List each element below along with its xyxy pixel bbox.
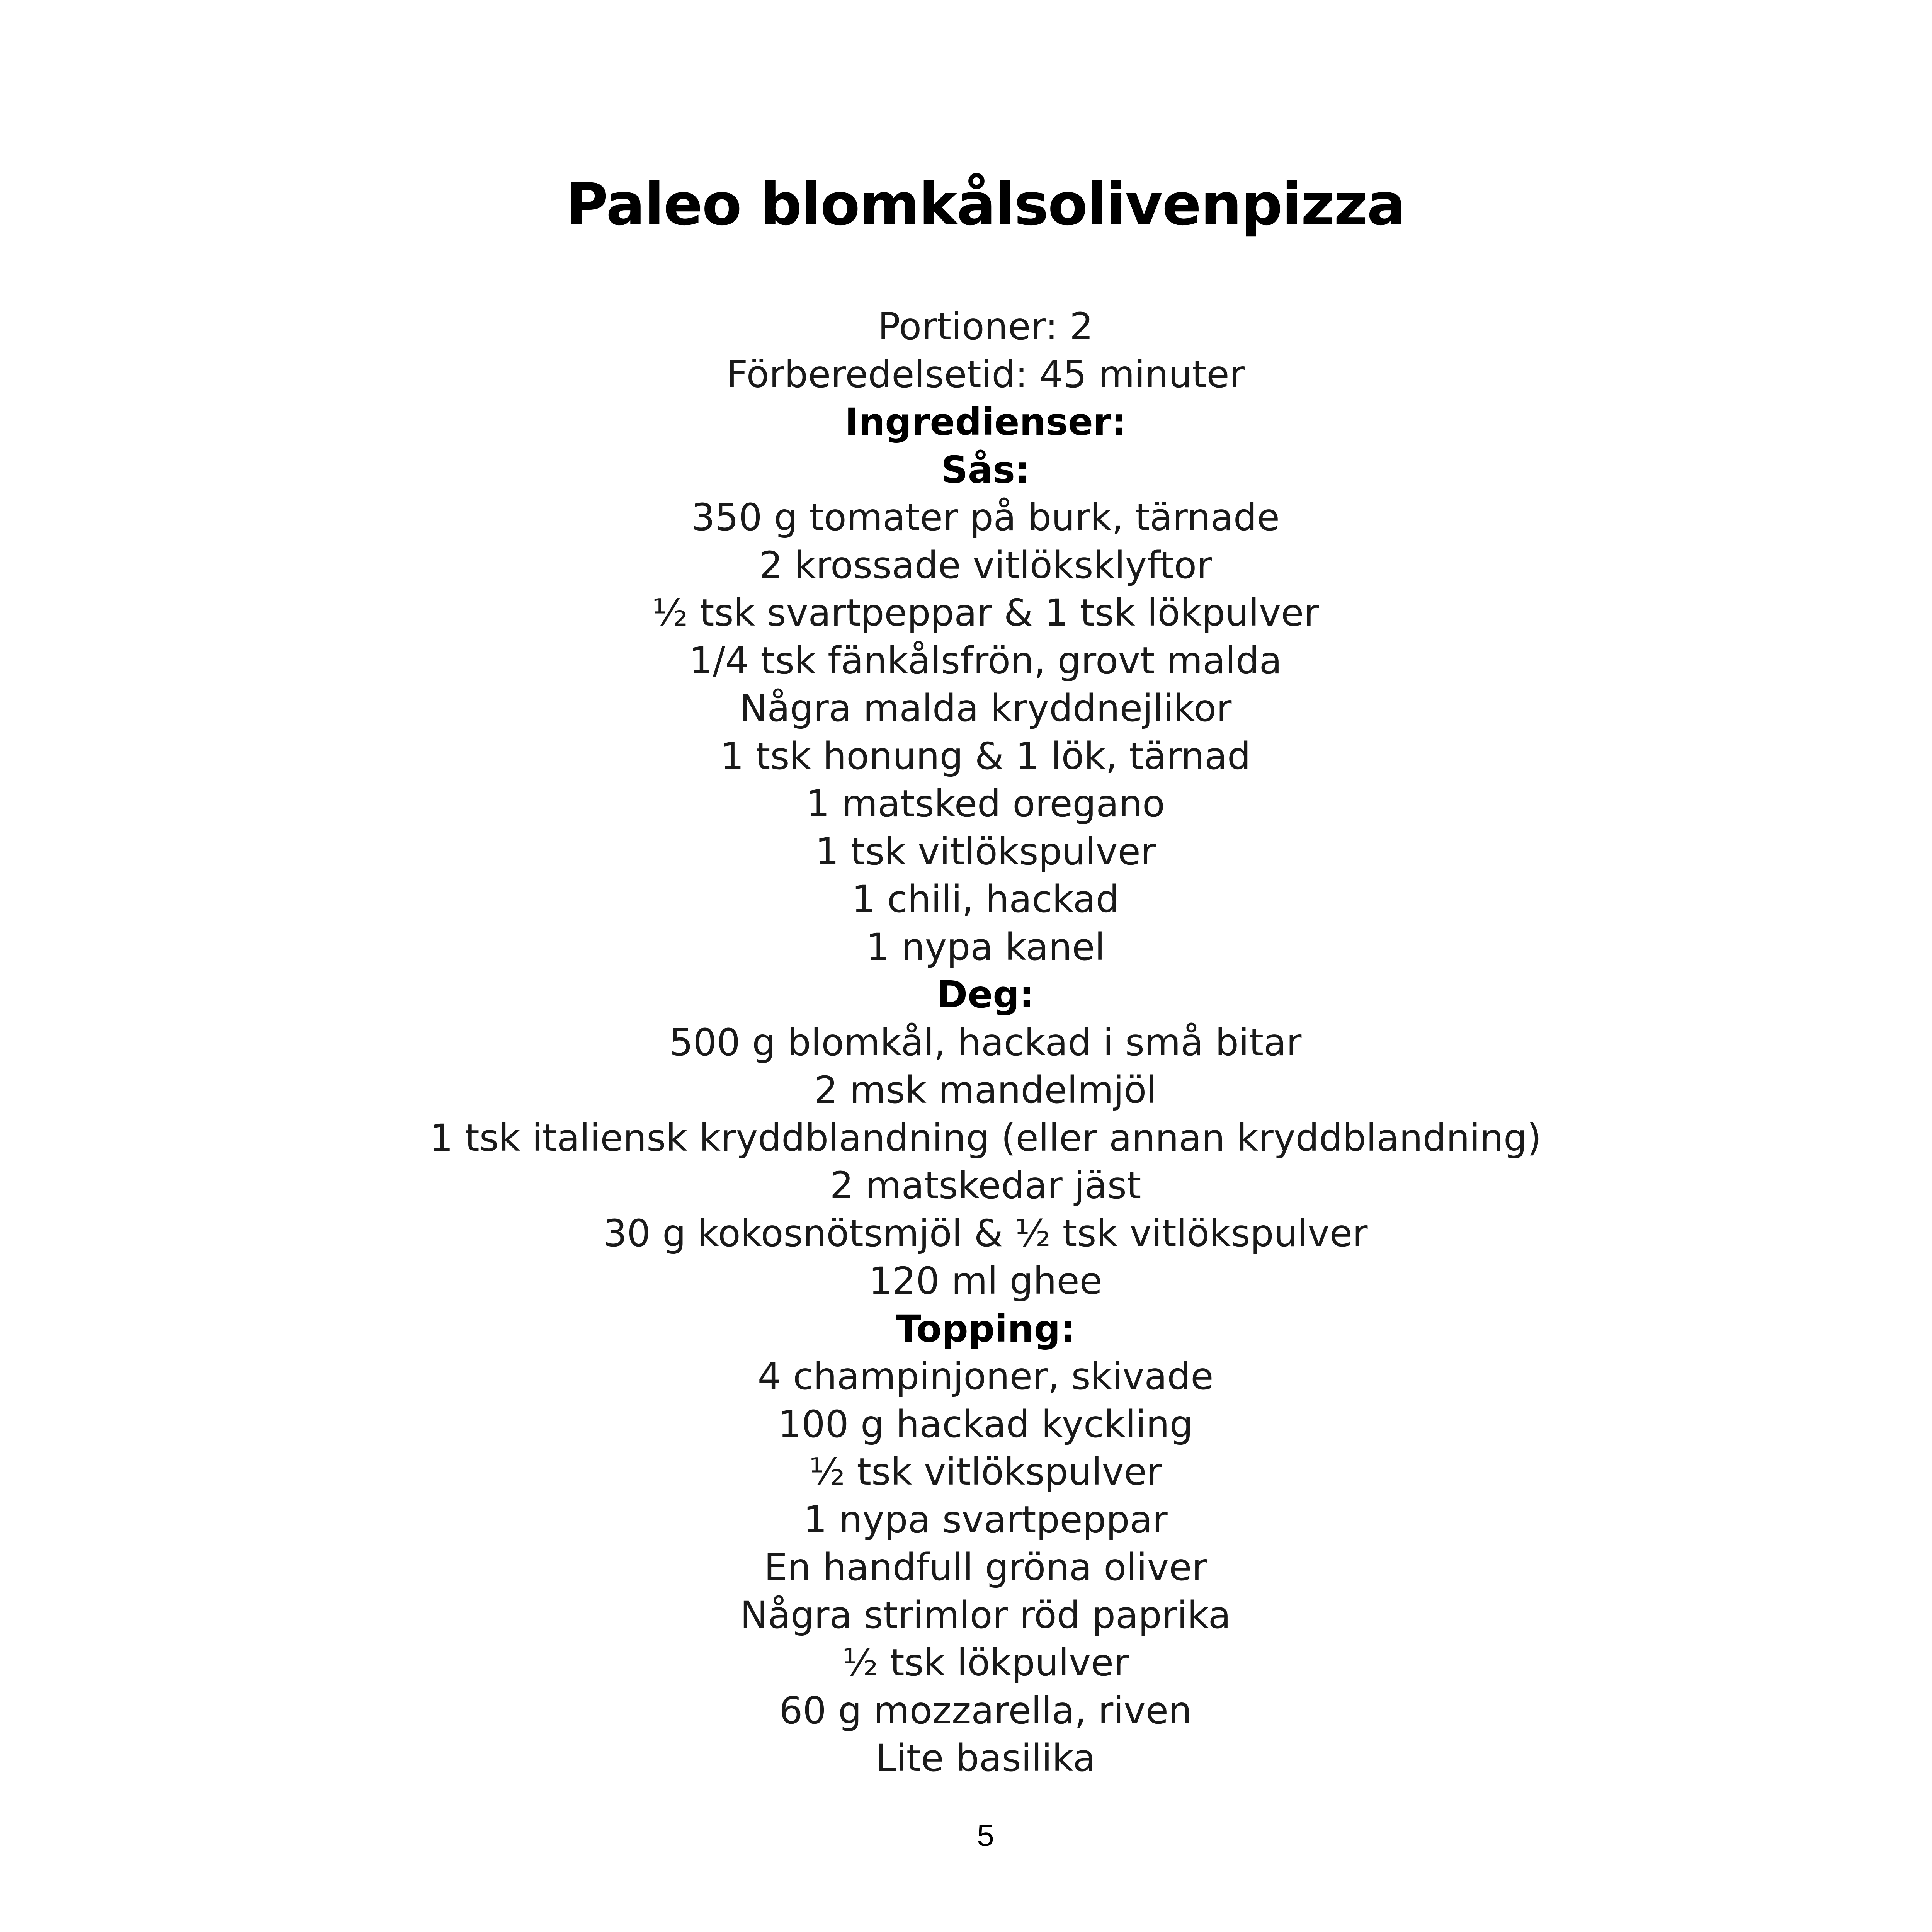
dough-item: 2 msk mandelmjöl (814, 1068, 1157, 1112)
topping-item: 60 g mozzarella, riven (779, 1689, 1192, 1732)
sauce-item: 1 tsk honung & 1 lök, tärnad (720, 734, 1251, 778)
topping-item: En handfull gröna oliver (764, 1546, 1207, 1589)
topping-item: 1 nypa svartpeppar (803, 1498, 1168, 1541)
sauce-item: 1 chili, hackad (852, 878, 1119, 921)
topping-item: Några strimlor röd paprika (740, 1593, 1231, 1637)
ingredients-heading: Ingredienser: (845, 400, 1126, 444)
topping-heading: Topping: (896, 1307, 1075, 1350)
sauce-item: Några malda kryddnejlikor (739, 687, 1232, 730)
sauce-item: 1/4 tsk fänkålsfrön, grovt malda (689, 639, 1282, 682)
dough-item: 30 g kokosnötsmjöl & ½ tsk vitlökspulver (603, 1211, 1368, 1255)
recipe-content (0, 303, 1932, 1782)
dough-item: 2 matskedar jäst (830, 1164, 1141, 1207)
recipe-title: Paleo blomkålsolivenpizza (566, 171, 1405, 238)
sauce-item: 1 tsk vitlökspulver (815, 830, 1156, 873)
sauce-item: 2 krossade vitlöksklyftor (759, 543, 1212, 587)
prep-time-line: Förberedelsetid: 45 minuter (726, 352, 1245, 396)
topping-item: ½ tsk vitlökspulver (809, 1450, 1162, 1493)
topping-item: 4 champinjoner, skivade (757, 1355, 1214, 1398)
sauce-heading: Sås: (941, 448, 1030, 492)
sauce-item: 350 g tomater på burk, tärnade (691, 496, 1280, 539)
servings-line: Portioner: 2 (878, 305, 1094, 348)
sauce-item: ½ tsk svartpeppar & 1 tsk lökpulver (652, 591, 1319, 634)
dough-heading: Deg: (937, 973, 1034, 1016)
topping-item: 100 g hackad kyckling (778, 1402, 1193, 1446)
dough-item: 1 tsk italiensk kryddblandning (eller annan kryddblandning) (429, 1116, 1542, 1160)
dough-item: 120 ml ghee (869, 1259, 1102, 1303)
sauce-item: 1 nypa kanel (866, 925, 1105, 969)
dough-item: 500 g blomkål, hackad i små bitar (669, 1020, 1302, 1064)
topping-item: Lite basilika (875, 1736, 1096, 1780)
page-number: 5 (977, 1818, 994, 1852)
topping-item: ½ tsk lökpulver (842, 1641, 1129, 1684)
sauce-item: 1 matsked oregano (806, 782, 1165, 825)
